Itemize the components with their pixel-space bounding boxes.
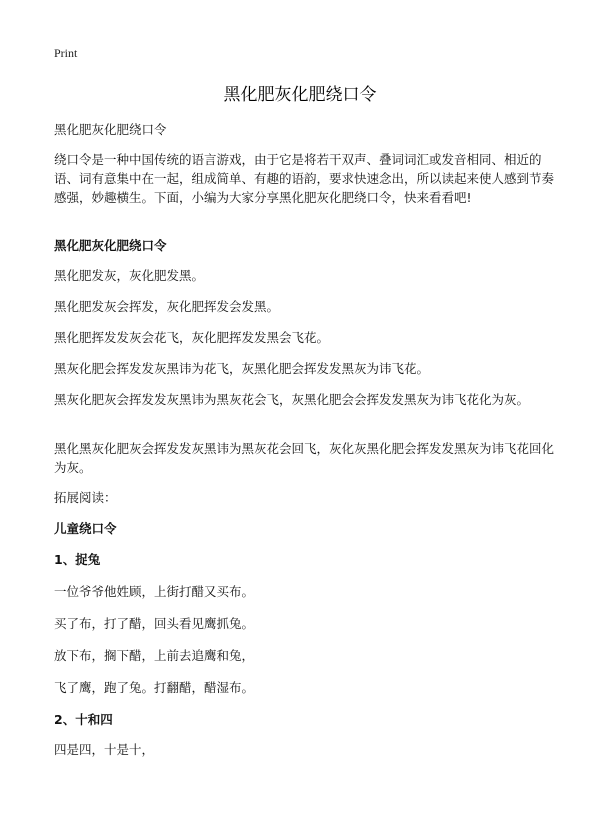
kids-heading: 儿童绕口令 xyxy=(54,521,117,536)
section2-line: 四是四，十是十， xyxy=(54,742,155,757)
tongue-twister-line: 黑灰化肥会挥发发灰黑讳为花飞，灰黑化肥会挥发发黑灰为讳飞花。 xyxy=(54,361,430,376)
page-title: 黑化肥灰化肥绕口令 xyxy=(223,85,377,105)
section1-line: 放下布，搁下醋，上前去追鹰和兔， xyxy=(54,648,255,663)
intro-paragraph: 绕口令是一种中国传统的语言游戏，由于它是将若干双声、叠词词汇或发音相同、相近的语、词有意集中在一起，组成简单、有趣的语韵，要求快速念出，所以读起来使人感到节奏感强，妙趣横生。下面，小编为大家分享黑化肥灰化肥绕口令，快来看看吧! xyxy=(54,152,555,205)
section-heading: 黑化肥灰化肥绕口令 xyxy=(54,238,167,253)
extended-reading-label: 拓展阅读： xyxy=(54,490,117,505)
subtitle: 黑化肥灰化肥绕口令 xyxy=(54,122,167,137)
section1-line: 买了布，打了醋，回头看见鹰抓兔。 xyxy=(54,616,255,631)
tongue-twister-line: 黑化肥发灰，灰化肥发黑。 xyxy=(54,268,205,283)
tongue-twister-line: 黑灰化肥灰会挥发发灰黑讳为黑灰花会飞，灰黑化肥会会挥发发黑灰为讳飞花化为灰。 xyxy=(54,392,530,407)
tongue-twister-line: 黑化肥发灰会挥发，灰化肥挥发会发黑。 xyxy=(54,299,280,314)
section1-line: 一位爷爷他姓顾，上街打醋又买布。 xyxy=(54,584,255,599)
section2-heading: 2、十和四 xyxy=(54,712,113,727)
tongue-twister-line: 黑化肥挥发发灰会花飞，灰化肥挥发发黑会飞花。 xyxy=(54,330,330,345)
section1-line: 飞了鹰，跑了兔。打翻醋，醋湿布。 xyxy=(54,680,255,695)
section1-heading: 1、捉兔 xyxy=(54,552,101,567)
tongue-twister-line: 黑化黑灰化肥灰会挥发发灰黑讳为黑灰花会回飞，灰化灰黑化肥会挥发发黑灰为讳飞花回化为灰。 xyxy=(54,441,555,475)
print-link[interactable]: Print xyxy=(54,46,78,60)
